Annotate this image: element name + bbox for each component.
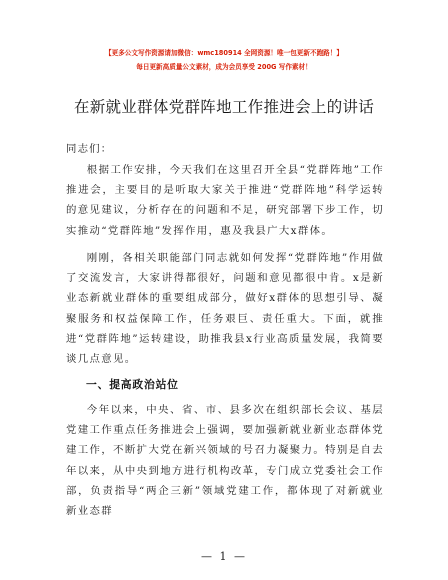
paragraph-3-text: 今年以来，中央、省、市、县多次在组织部长会议、基层党建工作重点任务推进会上强调，要加强新就业新业态群体党建工作，不断扩大党在新兴领域的号召力凝聚力。特别是自去年以来，从中央到地方进行机构改革，专门成立党委社会工作部，负责指导“两企三新”领域党建工作，都体现了对新就业新业态群: [66, 404, 384, 518]
promo-banner: [0, 46, 448, 74]
section-1-heading: 一、提高政治站位: [86, 378, 179, 391]
paragraph-2: [66, 248, 384, 369]
page-number: — 1 —: [201, 550, 247, 563]
salutation: 同志们：: [66, 143, 113, 155]
document-title: 在新就业群体党群阵地工作推进会上的讲话: [73, 98, 375, 116]
paragraph-3: [66, 400, 384, 521]
paragraph-2-text: 刚刚，各相关职能部门同志就如何发挥“党群阵地”作用做了交流发言，大家讲得都很好，问题和意见都很中肯。x是新业态新就业群体的重要组成部分，做好x群体的思想引导、凝聚服务和权益保障工作，任务艰巨、责任重大。下面，就推进“党群阵地”运转建设，助推我县x行业高质量发展，我简要谈几点意见。: [66, 252, 384, 366]
promo-line-2: 每日更新高质量公文素材，成为会员享受 200G 写作素材！: [136, 63, 312, 71]
paragraph-1: [66, 160, 384, 241]
paragraph-1-text: 根据工作安排，今天我们在这里召开全县“党群阵地”工作推进会，主要目的是听取大家关于推进“党群阵地”科学运转的意见建议，分析存在的问题和不足，研究部署下步工作，切实推动“党群阵地”发挥作用，惠及我县广大x群体。: [66, 164, 384, 237]
promo-line-1: 【更多公文写作资源请加微信：wmc180914 全网资源！唯一包更新不跑路！】: [105, 49, 343, 57]
